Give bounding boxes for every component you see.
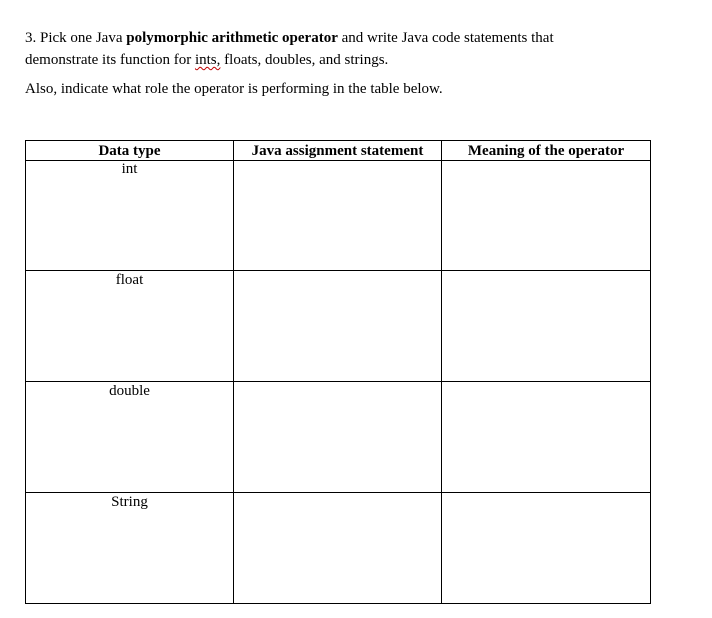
- cell-statement-int[interactable]: [234, 161, 442, 271]
- cell-statement-double[interactable]: [234, 382, 442, 493]
- statement-value: [234, 493, 441, 494]
- statement-value: [234, 382, 441, 383]
- data-type-label: int: [121, 161, 138, 177]
- meaning-value: [442, 493, 650, 494]
- cell-data-type-float: [26, 271, 234, 382]
- data-type-label: String: [111, 494, 148, 510]
- question-instruction: Also, indicate what role the operator is performing in the table below.: [25, 81, 443, 97]
- cell-meaning-float[interactable]: [442, 271, 651, 382]
- question-line1-rest: and write Java code statements that: [341, 30, 554, 46]
- question-line-1: [25, 27, 685, 71]
- question-number: 3.: [25, 30, 37, 46]
- misspelled-word[interactable]: ints,: [194, 52, 221, 68]
- table-row-string: [26, 493, 651, 604]
- data-type-label: float: [115, 272, 144, 288]
- header-java-statement-label: Java assignment statement: [251, 143, 424, 159]
- question-intro: Pick one Java: [40, 30, 123, 46]
- header-java-statement: [234, 141, 442, 161]
- question-bold-phrase: polymorphic arithmetic operator: [126, 30, 338, 46]
- statement-value: [234, 271, 441, 272]
- answer-table: [25, 140, 651, 604]
- question-block: [25, 27, 685, 100]
- header-meaning-label: Meaning of the operator: [467, 143, 625, 159]
- cell-meaning-string[interactable]: [442, 493, 651, 604]
- meaning-value: [442, 382, 650, 383]
- cell-data-type-int: [26, 161, 234, 271]
- cell-data-type-double: [26, 382, 234, 493]
- header-data-type-label: Data type: [98, 143, 161, 159]
- question-line2-start: demonstrate its function for: [25, 52, 192, 68]
- header-meaning: [442, 141, 651, 161]
- cell-meaning-int[interactable]: [442, 161, 651, 271]
- question-line2-rest: floats, doubles, and strings.: [224, 52, 389, 68]
- meaning-value: [442, 271, 650, 272]
- cell-data-type-string: [26, 493, 234, 604]
- cell-statement-float[interactable]: [234, 271, 442, 382]
- table-row-double: [26, 382, 651, 493]
- cell-statement-string[interactable]: [234, 493, 442, 604]
- table-row-int: [26, 161, 651, 271]
- cell-meaning-double[interactable]: [442, 382, 651, 493]
- table-row-float: [26, 271, 651, 382]
- data-type-label: double: [109, 383, 150, 399]
- header-data-type: [26, 141, 234, 161]
- header-row: [26, 141, 651, 161]
